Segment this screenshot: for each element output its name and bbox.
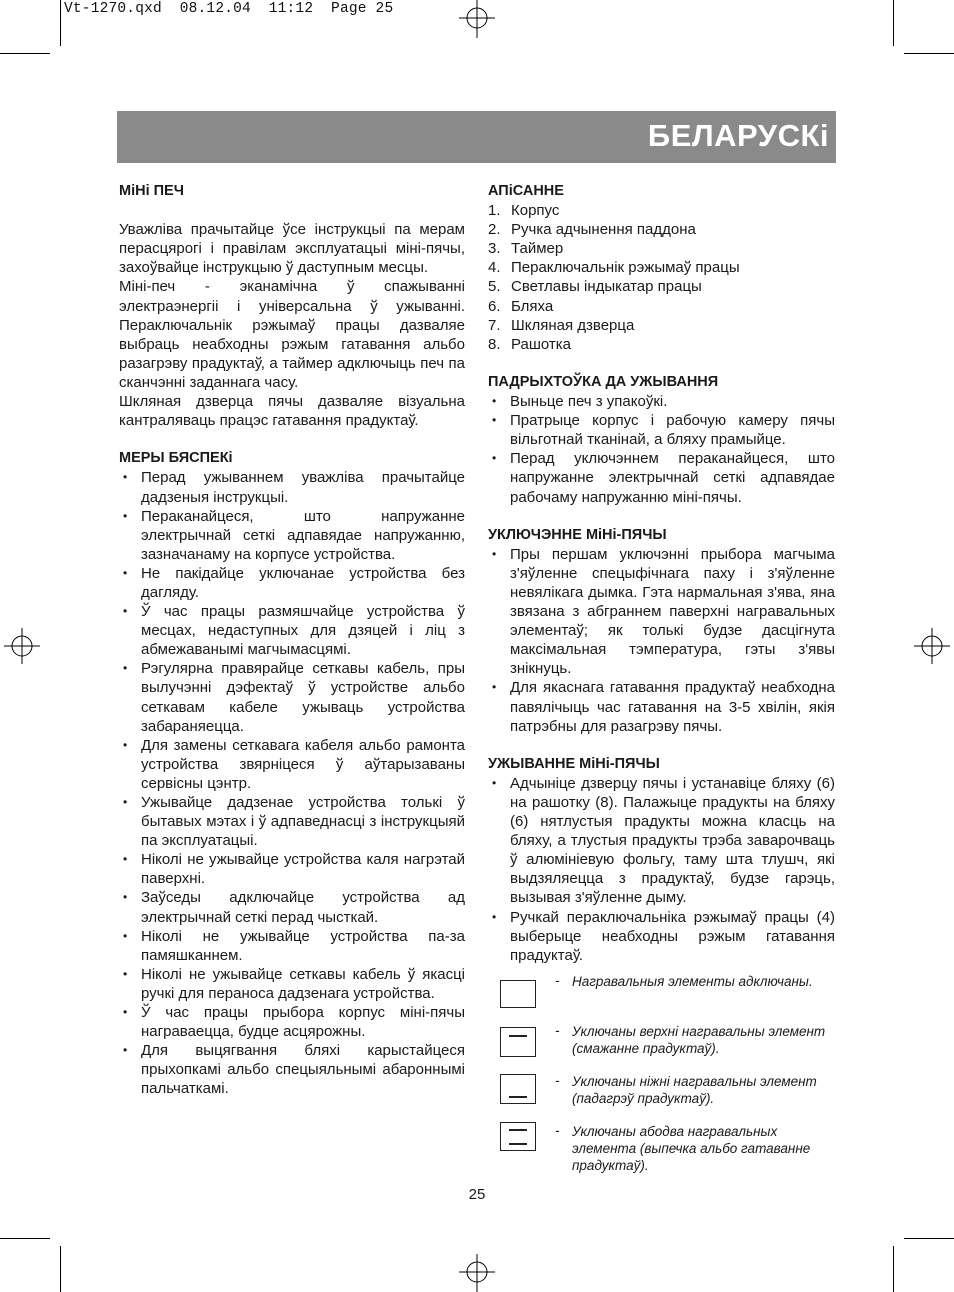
safety-item: • Пераканайцеся, што напружанне электрычнай сеткі адпавядае напружанню, зазначанаму на корпусе устройства. [119, 507, 465, 564]
heating-off-icon [500, 980, 536, 1008]
parts-number: 6. [488, 297, 501, 315]
parts-label: Рашотка [511, 335, 571, 353]
crop-mark [904, 53, 954, 54]
section-title-preparation: ПАДРЫХТОЎКА ДА УЖЫВАННЯ [488, 373, 719, 390]
parts-item [488, 220, 835, 239]
safety-item: • Рэгулярна правярайце сеткавы кабель, пры вылучэнні дэфектаў ў устройстве альбо сеткавам кабеле ужываць устройства забараняецца. [119, 659, 465, 735]
safety-item: • Ніколі не ужывайце устройства па-за памяшканнем. [119, 927, 465, 965]
safety-item: • Ў час працы размяшчайце устройства ў месцах, недаступных для дзяцей і ліц з абмежаванымі магчымасцямі. [119, 602, 465, 659]
parts-number: 8. [488, 335, 501, 353]
parts-label: Ручка адчынення паддона [511, 221, 696, 239]
registration-mark-left [0, 626, 40, 666]
crop-mark [0, 53, 50, 54]
parts-item [488, 258, 835, 277]
parts-item [488, 316, 835, 335]
preparation-list [488, 392, 835, 507]
both-heating-icon [500, 1122, 536, 1151]
section-title-mini-oven: МiНi ПЕЧ [119, 183, 184, 199]
crop-mark [60, 0, 61, 46]
parts-item [488, 277, 835, 296]
switching-on-list [488, 545, 835, 736]
crop-mark [893, 1246, 894, 1292]
safety-item: • Ніколі не ужывайце сеткавы кабель ў якасці ручкі для пераноса дадзенага устройства. [119, 965, 465, 1003]
preparation-item: • Пратрыце корпус і рабочую камеру пячы вільготнай тканінай, а бляху прамыйце. [488, 411, 835, 449]
mode-description: Награвальныя элементы адключаны. [572, 974, 813, 989]
intro-paragraph: Міні-печ - эканамічна ў спажыванні электраэнергіі і універсальна ў ужыванні. Пераключальнік рэжымаў працы дазваляе выбраць неабходны рэжым гатавання альбо разагрэву прадуктаў, а таймер адключыць печ па сканчэнні заданнага часу. [119, 278, 465, 391]
registration-mark-bottom [457, 1252, 497, 1292]
usage-item: • Ручкай пераключальніка рэжымаў працы (4) выберыце неабходны рэжым гатавання прадуктаў. [488, 908, 835, 965]
safety-item: • Ў час працы прыбора корпус міні-пячы награваецца, будце асцярожны. [119, 1003, 465, 1041]
parts-label: Корпус [511, 202, 560, 220]
mode-dash: - [555, 1073, 560, 1088]
mode-description: Уключаны ніжні награвальны элемент (падагрэў прадуктаў). [572, 1074, 817, 1106]
safety-list [119, 468, 465, 1098]
parts-number: 2. [488, 221, 501, 239]
parts-label: Шкляная дзверца [511, 316, 635, 334]
intro-paragraph: Шкляная дзверца пячы дазваляе візуальна кантраляваць працэс гатавання прадуктаў. [119, 393, 465, 430]
banner-title: БЕЛАРУСКi [647, 118, 829, 153]
parts-number: 1. [488, 202, 501, 220]
parts-item [488, 335, 835, 354]
usage-item: • Адчыніце дзверцу пячы і устанавіце бляху (6) на рашотку (8). Палажыце прадукты на бляху (6) нятлустыя прадукты можна класць на бляху, а тлустыя прадукты трэба заварочваць ў алюмініевую фольгу, таму шта тлушч, які выдзяляецца з прадуктаў, будзе гарэць, вызывая з'яўленне дыму. [488, 774, 835, 908]
parts-item [488, 239, 835, 258]
intro-paragraph: Уважліва прачытайце ўсе інструкцыі па мерам перасцярогі і правілам эксплуатацыі міні-пячы, захоўвайце інструкцыю ў даступным месцы. [119, 221, 465, 277]
top-heating-icon [500, 1027, 536, 1057]
preparation-item: • Перад уключэннем пераканайцеся, што напружанне электрычнай сеткі адпавядае рабочаму напружанню міні-пячы. [488, 449, 835, 506]
safety-item: • Заўседы адключайце устройства ад электрычнай сеткі перад чысткай. [119, 888, 465, 926]
safety-item: • Ужывайце дадзенае устройства толькі ў бытавых мэтах і ў адпаведнасці з інструкцыяй па эксплуатацыі. [119, 793, 465, 850]
parts-number: 5. [488, 278, 501, 296]
parts-list [488, 201, 835, 354]
crop-mark [0, 1238, 50, 1239]
language-banner [117, 111, 836, 163]
section-title-safety: МЕРЫ БЯСПЕКi [119, 450, 233, 467]
parts-label: Бляха [511, 297, 554, 315]
parts-number: 4. [488, 259, 501, 277]
right-column [488, 182, 835, 965]
mode-dash: - [555, 973, 560, 988]
safety-item: • Не пакідайце уключанае устройства без дагляду. [119, 564, 465, 602]
section-title-switching-on: УКЛЮЧЭННЕ МiНi-ПЯЧЫ [488, 526, 667, 543]
registration-mark-top [457, 0, 497, 40]
safety-item: • Ніколі не ужывайце устройства каля нагрэтай паверхні. [119, 850, 465, 888]
parts-number: 3. [488, 240, 501, 258]
mode-description: Уключаны абодва награвальных элемента (выпечка альбо гатаванне прадуктаў). [572, 1124, 811, 1173]
crop-mark [60, 1246, 61, 1292]
safety-item: • Для выцягвання бляхі карыстайцеся прыхопкамі альбо спецыяльнымі абароннымі пальчаткамі. [119, 1041, 465, 1098]
section-title-usage: УЖЫВАННЕ МiНi-ПЯЧЫ [488, 755, 660, 772]
left-column [119, 182, 465, 1099]
mode-dash: - [555, 1123, 560, 1138]
switching-on-item: • Пры першам уключэнні прыбора магчыма з'яўленне спецыфічнага паху і з'яўленне невялікага дымка. Гэта нармальная з'ява, яна звязана з абграннем паверхні награвальных элементаў; як толькі будзе дасцігнута максімальная тэмпература, гэты з'явы знікнуць. [488, 545, 835, 679]
safety-item: • Для замены сеткавага кабеля альбо рамонта устройства звярніцеся ў аўтарызаваны сервісны цэнтр. [119, 736, 465, 793]
switching-on-item: • Для якаснага гатавання прадуктаў неабходна павялічыць час гатавання на 3-5 хвілін, якія патрэбны для разагрэву пячы. [488, 678, 835, 735]
parts-item [488, 297, 835, 316]
parts-item [488, 201, 835, 220]
section-title-description: АПiСАННЕ [488, 183, 564, 199]
usage-list [488, 774, 835, 965]
bottom-heating-icon [500, 1074, 536, 1104]
print-slug: Vt-1270.qxd 08.12.04 11:12 Page 25 [64, 1, 394, 17]
registration-mark-right [914, 626, 954, 666]
parts-label: Светлавы індыкатар працы [511, 278, 702, 296]
mode-description: Уключаны верхні награвальны элемент (смажанне прадуктаў). [572, 1024, 826, 1056]
page-number: 25 [468, 1186, 486, 1203]
parts-label: Таймер [511, 240, 564, 258]
mode-dash: - [555, 1023, 560, 1038]
parts-label: Пераключальнік рэжымаў працы [511, 259, 740, 277]
safety-item: • Перад ужываннем уважліва прачытайце дадзеныя інструкцыі. [119, 468, 465, 506]
parts-number: 7. [488, 316, 501, 334]
crop-mark [904, 1238, 954, 1239]
preparation-item: • Выньце печ з упакоўкі. [488, 392, 835, 411]
crop-mark [893, 0, 894, 46]
